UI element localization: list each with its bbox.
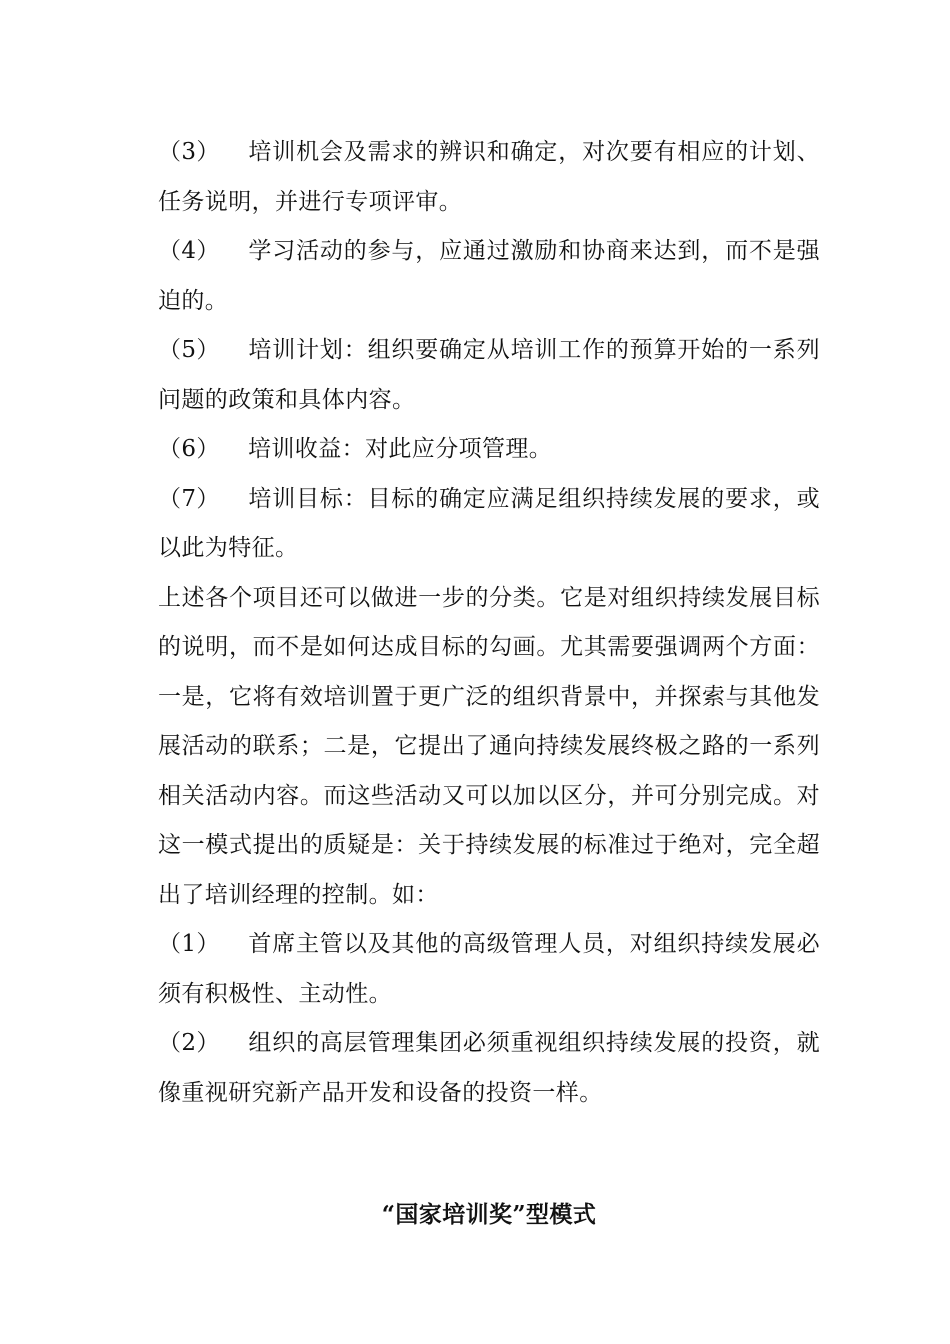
list-item-1 [158, 920, 820, 1019]
list-item-4 [158, 227, 820, 326]
list-item-text: 培训计划：组织要确定从培训工作的预算开始的一系列问题的政策和具体内容。 [158, 337, 820, 413]
list-item-marker: （4） [158, 238, 220, 264]
list-item-text: 培训机会及需求的辨识和确定，对次要有相应的计划、任务说明，并进行专项评审。 [158, 139, 820, 215]
list-item-text: 培训目标：目标的确定应满足组织持续发展的要求，或以此为特征。 [158, 485, 820, 561]
list-item-3 [158, 128, 820, 227]
document-body [158, 128, 820, 1118]
body-paragraph: 上述各个项目还可以做进一步的分类。它是对组织持续发展目标的说明，而不是如何达成目标的勾画。尤其需要强调两个方面：一是，它将有效培训置于更广泛的组织背景中，并探索与其他发展活动的联系；二是，它提出了通向持续发展终极之路的一系列相关活动内容。而这些活动又可以加以区分，并可分别完成。对这一模式提出的质疑是：关于持续发展的标准过于绝对，完全超出了培训经理的控制。如： [158, 584, 820, 908]
list-item-text: 首席主管以及其他的高级管理人员，对组织持续发展必须有积极性、主动性。 [158, 931, 820, 1007]
list-item-marker: （3） [158, 139, 220, 165]
list-item-text: 组织的高层管理集团必须重视组织持续发展的投资，就像重视研究新产品开发和设备的投资一样。 [158, 1030, 820, 1106]
list-item-7 [158, 475, 820, 574]
list-item-marker: （1） [158, 931, 220, 957]
list-item-marker: （5） [158, 337, 220, 363]
list-item-text: 培训收益：对此应分项管理。 [248, 436, 553, 462]
list-item-marker: （7） [158, 485, 220, 512]
list-item-marker: （2） [158, 1030, 220, 1056]
list-item-6 [158, 425, 820, 475]
list-item-5 [158, 326, 820, 425]
section-heading: “国家培训奖”型模式 [381, 1201, 597, 1228]
list-item-marker: （6） [158, 436, 220, 462]
list-item-text: 学习活动的参与，应通过激励和协商来达到，而不是强迫的。 [158, 238, 820, 314]
list-item-2 [158, 1019, 820, 1118]
